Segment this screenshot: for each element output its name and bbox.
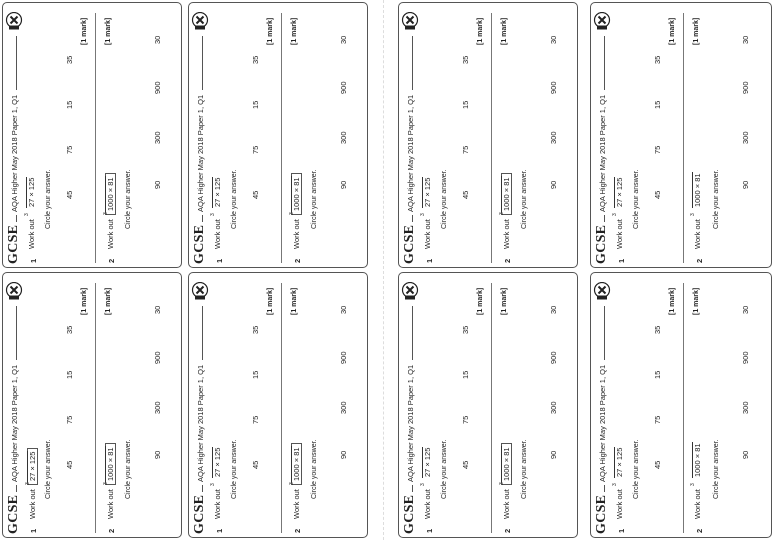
dx-crossed-logo-icon [401, 12, 419, 30]
prompt-text: Work out [292, 489, 301, 519]
answer-option[interactable]: 15 [251, 100, 260, 109]
root-index: 3 [25, 482, 31, 486]
answer-option[interactable]: 900 [741, 351, 750, 364]
root-index: 3 [499, 482, 505, 486]
answer-option[interactable]: 300 [549, 401, 558, 414]
answer-option[interactable]: 75 [251, 415, 260, 424]
question-divider [281, 13, 282, 263]
prompt-text: Work out [615, 489, 624, 519]
radicand: 27 × 125 [213, 177, 222, 208]
dx-crossed-logo-icon [593, 282, 611, 300]
marks-label: [1 mark] [669, 17, 676, 45]
answer-option[interactable]: 15 [461, 370, 470, 379]
question-number: 2 [503, 528, 512, 533]
answer-option[interactable]: 30 [549, 305, 558, 314]
instruction-text: Circle your answer. [231, 439, 238, 499]
card-header [193, 282, 209, 534]
question-number: 1 [617, 528, 626, 533]
answer-option[interactable]: 30 [339, 35, 348, 44]
card-header [7, 12, 23, 264]
gcse-brand: GCSE [402, 224, 417, 264]
question-number: 2 [695, 258, 704, 263]
question-source: AQA Higher May 2018 Paper 1, Q1 [196, 94, 205, 212]
instruction-text: Circle your answer. [713, 439, 720, 499]
answer-option[interactable]: 15 [653, 370, 662, 379]
question-prompt [210, 447, 222, 519]
cube-root-expression [291, 443, 302, 485]
cube-root-expression [612, 177, 624, 217]
answer-option[interactable]: 35 [251, 325, 260, 334]
question-number: 2 [293, 528, 302, 533]
answer-option[interactable]: 35 [65, 325, 74, 334]
question-number: 1 [425, 258, 434, 263]
question-card [188, 272, 368, 538]
answer-option[interactable]: 15 [65, 100, 74, 109]
question-prompt [210, 177, 222, 249]
cube-root-expression [291, 173, 302, 215]
header-rule [604, 215, 605, 222]
prompt-text: Work out [106, 489, 115, 519]
answer-option[interactable]: 90 [741, 450, 750, 459]
prompt-text: Work out [693, 219, 702, 249]
header-rule [412, 306, 413, 360]
answer-option[interactable]: 30 [741, 35, 750, 44]
instruction-text: Circle your answer. [441, 439, 448, 499]
dx-crossed-logo-icon [191, 12, 209, 30]
instruction-text: Circle your answer. [311, 169, 318, 229]
answer-option[interactable]: 30 [741, 305, 750, 314]
instruction-text: Circle your answer. [521, 169, 528, 229]
root-index: 3 [690, 483, 696, 487]
answer-option[interactable]: 35 [461, 55, 470, 64]
radicand: 27 × 125 [27, 177, 36, 208]
question-prompt [291, 443, 302, 519]
instruction-text: Circle your answer. [441, 169, 448, 229]
root-index: 3 [210, 213, 216, 217]
gcse-brand: GCSE [402, 494, 417, 534]
answer-option[interactable]: 15 [461, 100, 470, 109]
root-index: 3 [420, 213, 426, 217]
question-prompt [105, 443, 116, 519]
cube-root-expression [210, 447, 222, 487]
question-number: 1 [215, 258, 224, 263]
answer-option[interactable]: 900 [549, 351, 558, 364]
header-rule [604, 36, 605, 90]
answer-option[interactable]: 15 [65, 370, 74, 379]
marks-label: [1 mark] [669, 287, 676, 315]
question-number: 1 [617, 258, 626, 263]
dx-crossed-logo-icon [401, 282, 419, 300]
radicand: 1000 × 81 [106, 447, 115, 482]
prompt-text: Work out [27, 219, 36, 249]
page-gap-guide [383, 0, 384, 540]
question-divider [491, 13, 492, 263]
question-divider [491, 283, 492, 533]
prompt-text: Work out [693, 489, 702, 519]
header-rule [202, 36, 203, 90]
question-number: 1 [29, 528, 38, 533]
card-header [193, 12, 209, 264]
root-index: 3 [289, 212, 295, 216]
gcse-brand: GCSE [192, 494, 207, 534]
question-card [2, 2, 182, 268]
marks-label: [1 mark] [105, 287, 112, 315]
header-rule [16, 485, 17, 492]
answer-option[interactable]: 30 [549, 35, 558, 44]
question-prompt [420, 447, 432, 519]
question-source: AQA Higher May 2018 Paper 1, Q1 [598, 364, 607, 482]
question-number: 2 [695, 528, 704, 533]
answer-option[interactable]: 90 [339, 180, 348, 189]
answer-option[interactable]: 45 [653, 460, 662, 469]
answer-option[interactable]: 90 [549, 180, 558, 189]
radicand: 1000 × 81 [292, 177, 301, 212]
answer-option[interactable]: 900 [741, 81, 750, 94]
answer-option[interactable]: 75 [653, 145, 662, 154]
answer-option[interactable]: 90 [339, 450, 348, 459]
question-divider [683, 283, 684, 533]
answer-option[interactable]: 30 [153, 35, 162, 44]
answer-option[interactable]: 15 [251, 370, 260, 379]
marks-label: [1 mark] [501, 287, 508, 315]
marks-label: [1 mark] [477, 17, 484, 45]
answer-option[interactable]: 35 [653, 55, 662, 64]
question-number: 2 [107, 528, 116, 533]
instruction-text: Circle your answer. [521, 439, 528, 499]
question-divider [95, 13, 96, 263]
header-rule [412, 215, 413, 222]
answer-option[interactable]: 300 [741, 131, 750, 144]
question-prompt [27, 448, 38, 519]
radicand: 1000 × 81 [106, 177, 115, 212]
card-header [7, 282, 23, 534]
cube-root-expression [690, 442, 702, 487]
marks-label: [1 mark] [291, 287, 298, 315]
answer-option[interactable]: 300 [339, 131, 348, 144]
cube-root-expression [210, 177, 222, 217]
answer-option[interactable]: 300 [549, 131, 558, 144]
answer-option[interactable]: 45 [251, 190, 260, 199]
marks-label: [1 mark] [693, 17, 700, 45]
gcse-brand: GCSE [192, 224, 207, 264]
cube-root-expression [27, 448, 38, 485]
marks-label: [1 mark] [81, 17, 88, 45]
root-index: 3 [103, 212, 109, 216]
marks-label: [1 mark] [105, 17, 112, 45]
root-index: 3 [420, 483, 426, 487]
marks-label: [1 mark] [267, 287, 274, 315]
question-card [590, 272, 772, 538]
instruction-text: Circle your answer. [125, 439, 132, 499]
instruction-text: Circle your answer. [231, 169, 238, 229]
answer-option[interactable]: 35 [65, 55, 74, 64]
radicand: 27 × 125 [213, 447, 222, 478]
header-rule [16, 36, 17, 90]
question-prompt [501, 443, 512, 519]
radicand: 27 × 125 [423, 177, 432, 208]
answer-option[interactable]: 300 [153, 131, 162, 144]
header-rule [202, 215, 203, 222]
cube-root-expression [420, 447, 432, 487]
question-divider [95, 283, 96, 533]
question-number: 1 [29, 258, 38, 263]
instruction-text: Circle your answer. [125, 169, 132, 229]
answer-option[interactable]: 900 [153, 351, 162, 364]
answer-option[interactable]: 75 [653, 415, 662, 424]
card-header [595, 12, 611, 264]
question-source: AQA Higher May 2018 Paper 1, Q1 [10, 94, 19, 212]
header-rule [202, 306, 203, 360]
instruction-text: Circle your answer. [45, 439, 52, 499]
instruction-text: Circle your answer. [633, 169, 640, 229]
question-divider [683, 13, 684, 263]
cube-root-expression [690, 172, 702, 217]
answer-option[interactable]: 35 [251, 55, 260, 64]
question-prompt [105, 173, 116, 249]
question-card [188, 2, 368, 268]
marks-label: [1 mark] [693, 287, 700, 315]
radicand: 1000 × 81 [693, 443, 702, 478]
answer-option[interactable]: 300 [339, 401, 348, 414]
header-rule [412, 36, 413, 90]
answer-option[interactable]: 75 [65, 415, 74, 424]
answer-option[interactable]: 90 [549, 450, 558, 459]
radicand: 27 × 125 [423, 447, 432, 478]
root-index: 3 [499, 212, 505, 216]
answer-option[interactable]: 15 [653, 100, 662, 109]
question-source: AQA Higher May 2018 Paper 1, Q1 [598, 94, 607, 212]
dx-crossed-logo-icon [5, 282, 23, 300]
radicand: 1000 × 81 [693, 173, 702, 208]
answer-option[interactable]: 75 [251, 145, 260, 154]
card-header [403, 282, 419, 534]
root-index: 3 [103, 482, 109, 486]
question-prompt [690, 442, 702, 519]
root-index: 3 [612, 483, 618, 487]
gcse-brand: GCSE [6, 224, 21, 264]
answer-option[interactable]: 900 [153, 81, 162, 94]
cube-root-expression [501, 443, 512, 485]
question-card [2, 272, 182, 538]
header-rule [202, 485, 203, 492]
prompt-text: Work out [615, 219, 624, 249]
radicand: 27 × 125 [28, 451, 37, 482]
answer-option[interactable]: 90 [153, 180, 162, 189]
cube-root-expression [501, 173, 512, 215]
dx-crossed-logo-icon [191, 282, 209, 300]
root-index: 3 [24, 213, 30, 217]
question-prompt [291, 173, 302, 249]
question-number: 2 [503, 258, 512, 263]
answer-option[interactable]: 30 [153, 305, 162, 314]
marks-label: [1 mark] [81, 287, 88, 315]
header-rule [604, 485, 605, 492]
prompt-text: Work out [213, 489, 222, 519]
instruction-text: Circle your answer. [311, 439, 318, 499]
marks-label: [1 mark] [291, 17, 298, 45]
prompt-text: Work out [423, 489, 432, 519]
answer-option[interactable]: 45 [251, 460, 260, 469]
question-prompt [690, 172, 702, 249]
prompt-text: Work out [213, 219, 222, 249]
question-number: 1 [215, 528, 224, 533]
question-prompt [24, 177, 36, 249]
question-card [590, 2, 772, 268]
gcse-brand: GCSE [594, 494, 609, 534]
answer-option[interactable]: 90 [153, 450, 162, 459]
answer-option[interactable]: 35 [461, 325, 470, 334]
root-index: 3 [289, 482, 295, 486]
cube-root-expression [105, 173, 116, 215]
header-rule [16, 215, 17, 222]
answer-option[interactable]: 300 [741, 401, 750, 414]
question-number: 2 [293, 258, 302, 263]
answer-option[interactable]: 75 [461, 415, 470, 424]
answer-option[interactable]: 900 [549, 81, 558, 94]
question-source: AQA Higher May 2018 Paper 1, Q1 [406, 94, 415, 212]
prompt-text: Work out [502, 219, 511, 249]
prompt-text: Work out [292, 219, 301, 249]
root-index: 3 [612, 213, 618, 217]
cube-root-expression [105, 443, 116, 485]
question-source: AQA Higher May 2018 Paper 1, Q1 [406, 364, 415, 482]
card-header [595, 282, 611, 534]
card-header [403, 12, 419, 264]
cube-root-expression [612, 447, 624, 487]
radicand: 1000 × 81 [292, 447, 301, 482]
answer-option[interactable]: 30 [339, 305, 348, 314]
root-index: 3 [690, 213, 696, 217]
instruction-text: Circle your answer. [45, 169, 52, 229]
marks-label: [1 mark] [267, 17, 274, 45]
question-prompt [501, 173, 512, 249]
prompt-text: Work out [502, 489, 511, 519]
answer-option[interactable]: 45 [461, 460, 470, 469]
answer-option[interactable]: 75 [461, 145, 470, 154]
question-prompt [612, 177, 624, 249]
question-number: 1 [425, 528, 434, 533]
prompt-text: Work out [106, 219, 115, 249]
answer-option[interactable]: 45 [461, 190, 470, 199]
header-rule [604, 306, 605, 360]
instruction-text: Circle your answer. [713, 169, 720, 229]
question-source: AQA Higher May 2018 Paper 1, Q1 [10, 364, 19, 482]
radicand: 1000 × 81 [502, 177, 511, 212]
answer-option[interactable]: 900 [339, 351, 348, 364]
dx-crossed-logo-icon [593, 12, 611, 30]
gcse-brand: GCSE [6, 494, 21, 534]
gcse-brand: GCSE [594, 224, 609, 264]
dx-crossed-logo-icon [5, 12, 23, 30]
marks-label: [1 mark] [477, 287, 484, 315]
prompt-text: Work out [28, 489, 37, 519]
question-card [398, 272, 578, 538]
question-card [398, 2, 578, 268]
question-number: 2 [107, 258, 116, 263]
marks-label: [1 mark] [501, 17, 508, 45]
answer-option[interactable]: 45 [653, 190, 662, 199]
cube-root-expression [24, 177, 36, 217]
answer-option[interactable]: 75 [65, 145, 74, 154]
question-source: AQA Higher May 2018 Paper 1, Q1 [196, 364, 205, 482]
prompt-text: Work out [423, 219, 432, 249]
answer-option[interactable]: 45 [65, 190, 74, 199]
header-rule [16, 306, 17, 360]
answer-option[interactable]: 45 [65, 460, 74, 469]
radicand: 1000 × 81 [502, 447, 511, 482]
root-index: 3 [210, 483, 216, 487]
question-prompt [420, 177, 432, 249]
instruction-text: Circle your answer. [633, 439, 640, 499]
radicand: 27 × 125 [615, 177, 624, 208]
header-rule [412, 485, 413, 492]
answer-option[interactable]: 90 [741, 180, 750, 189]
answer-option[interactable]: 35 [653, 325, 662, 334]
radicand: 27 × 125 [615, 447, 624, 478]
question-divider [281, 283, 282, 533]
question-prompt [612, 447, 624, 519]
answer-option[interactable]: 900 [339, 81, 348, 94]
cube-root-expression [420, 177, 432, 217]
answer-option[interactable]: 300 [153, 401, 162, 414]
